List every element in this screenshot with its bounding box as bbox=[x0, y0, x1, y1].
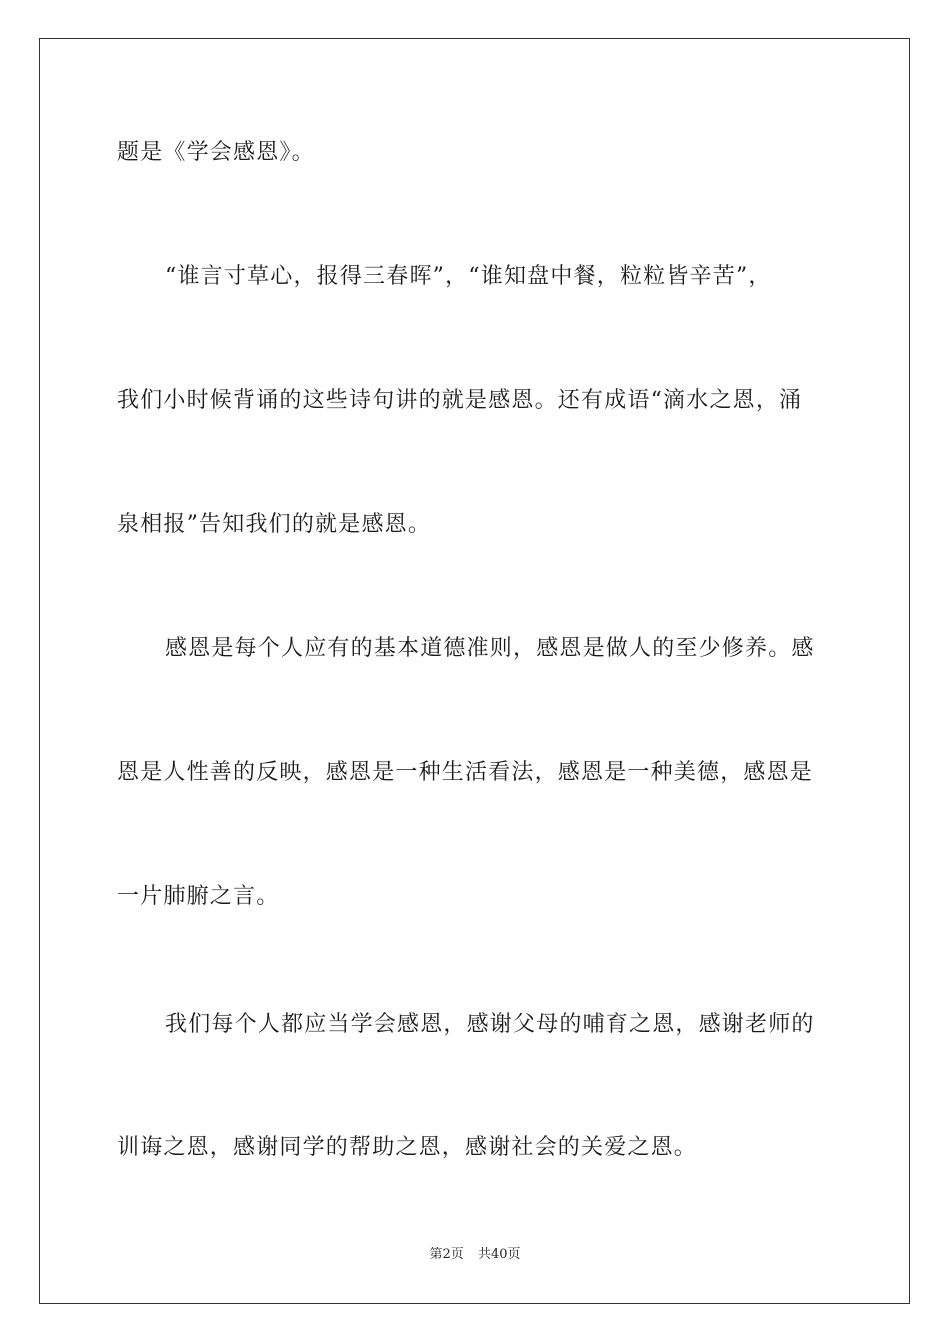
paragraph-3-line-3: 一片肺腑之言。 bbox=[117, 884, 280, 909]
paragraph-2-line-2: 我们小时候背诵的这些诗句讲的就是感恩。还有成语“滴水之恩，涌 bbox=[117, 388, 803, 413]
total-pages: 共40页 bbox=[477, 1247, 521, 1262]
page-footer bbox=[0, 1246, 950, 1264]
page-number: 第2页 bbox=[429, 1247, 464, 1262]
paragraph-2-line-3: 泉相报”告知我们的就是感恩。 bbox=[117, 512, 432, 537]
page-border bbox=[39, 38, 910, 1304]
paragraph-3-line-1: 感恩是每个人应有的基本道德准则，感恩是做人的至少修养。感 bbox=[165, 636, 815, 661]
paragraph-4-line-1: 我们每个人都应当学会感恩，感谢父母的哺育之恩，感谢老师的 bbox=[165, 1012, 815, 1037]
paragraph-4-line-2: 训诲之恩，感谢同学的帮助之恩，感谢社会的关爱之恩。 bbox=[117, 1135, 698, 1160]
paragraph-2-line-1: “谁言寸草心，报得三春晖”，“谁知盘中餐，粒粒皆辛苦”， bbox=[165, 264, 772, 289]
paragraph-1-line-1: 题是《学会感恩》。 bbox=[117, 140, 315, 165]
paragraph-3-line-2: 恩是人性善的反映，感恩是一种生活看法，感恩是一种美德，感恩是 bbox=[117, 760, 814, 785]
